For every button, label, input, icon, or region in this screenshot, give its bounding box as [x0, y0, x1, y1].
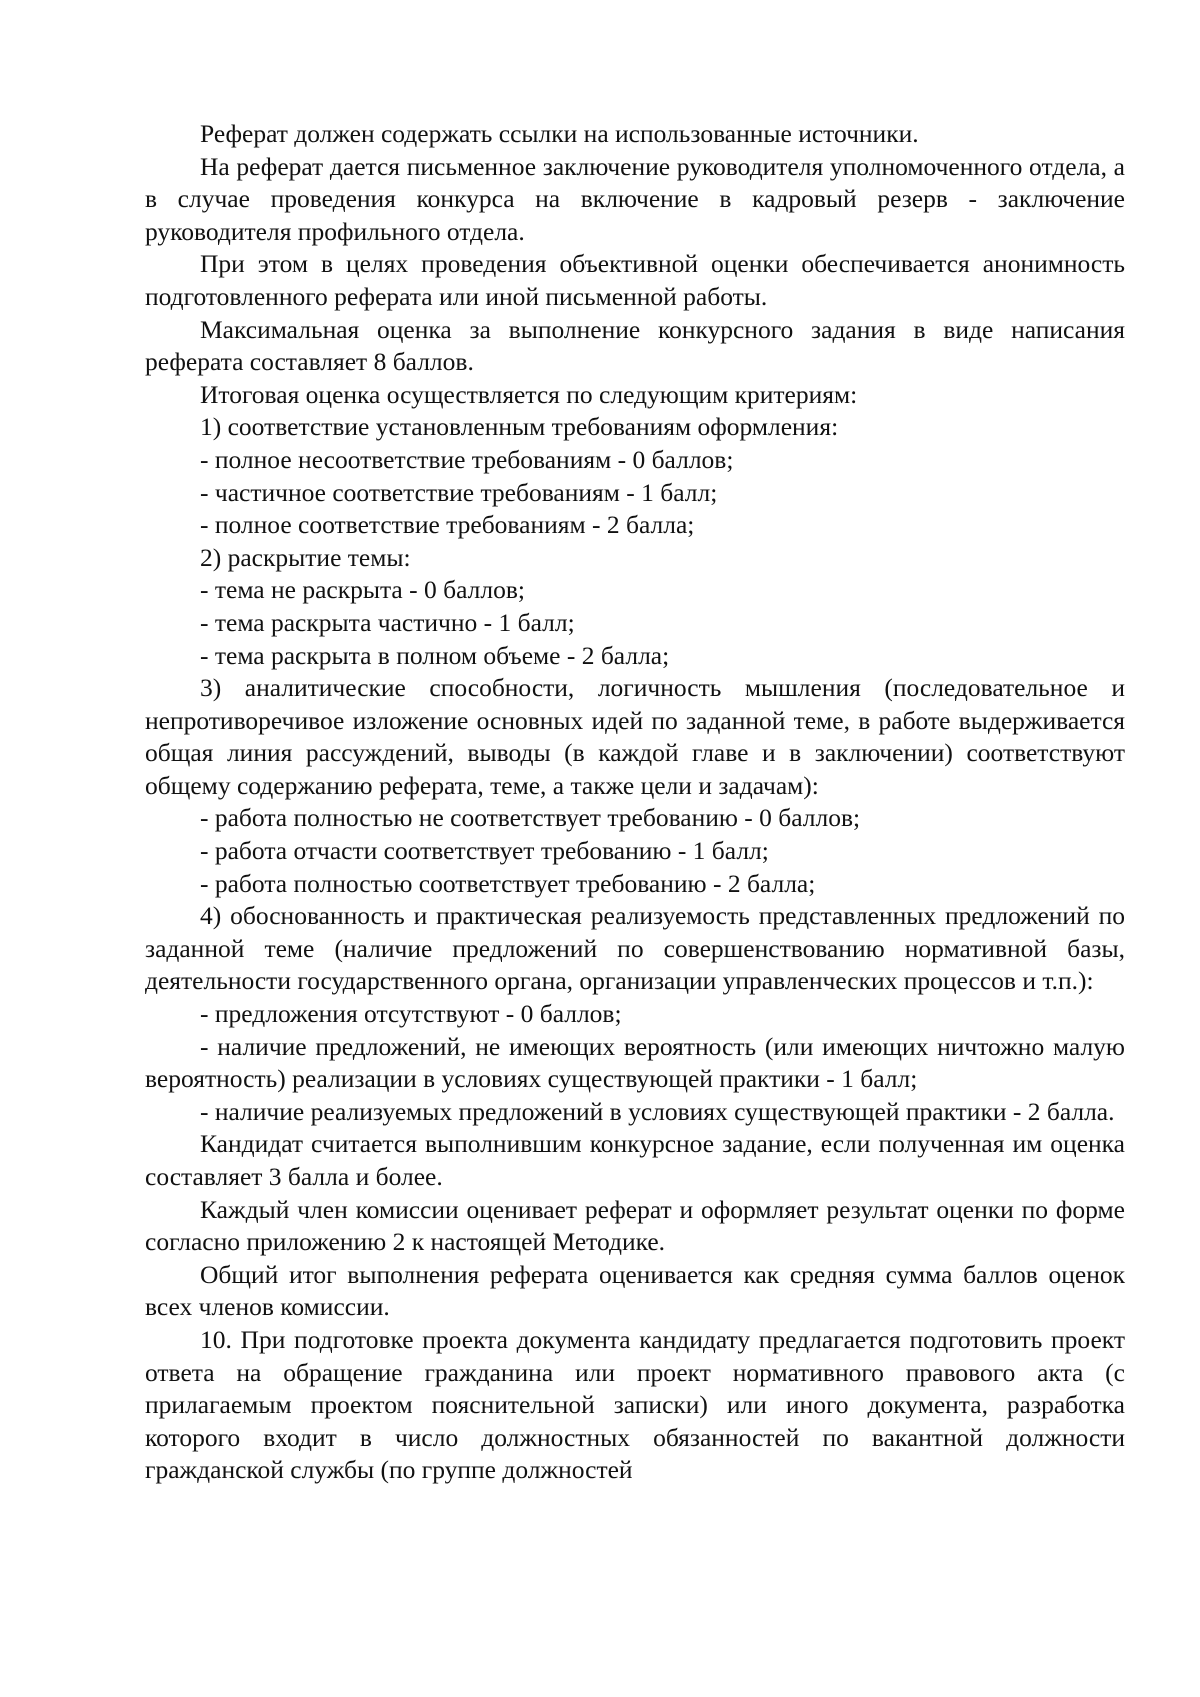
paragraph-conclusion: На реферат дается письменное заключение руководителя уполномоченного отдела, а в случае проведения конкурса на включение в кадровый резерв - заключение руководителя профильного отдела. [145, 151, 1125, 246]
paragraph-member-evaluation: Каждый член комиссии оценивает реферат и оформляет результат оценки по форме согласно приложению 2 к настоящей Методике. [145, 1194, 1125, 1257]
criterion-4-heading: 4) обоснованность и практическая реализуемость представленных предложений по заданной теме (наличие предложений по совершенствованию нормативной базы, деятельности государственного органа, организации управленческих процессов и т.п.): [145, 901, 1125, 996]
criterion-2-item: - тема раскрыта в полном объеме - 2 балла; [200, 640, 670, 670]
criterion-2-item: - тема не раскрыта - 0 баллов; [200, 575, 525, 605]
criterion-1-item: - полное несоответствие требованиям - 0 баллов; [200, 444, 734, 474]
criterion-3-item: - работа отчасти соответствует требованию - 1 балл; [200, 836, 769, 866]
criterion-1-heading: 1) соответствие установленным требованиям оформления: [200, 412, 839, 442]
criterion-1-item: - полное соответствие требованиям - 2 балла; [200, 510, 695, 540]
paragraph-section-10: 10. При подготовке проекта документа кандидату предлагается подготовить проект ответа на обращение гражданина или проект нормативного правового акта (с прилагаемым проектом пояснительной записки) или иного документа, разработка которого входит в число должностных обязанностей по вакантной должности гражданской службы (по группе должностей [145, 1324, 1125, 1485]
criterion-3-item: - работа полностью не соответствует требованию - 0 баллов; [200, 803, 861, 833]
paragraph-sources: Реферат должен содержать ссылки на использованные источники. [200, 119, 919, 148]
paragraph-criteria-intro: Итоговая оценка осуществляется по следующим критериям: [200, 379, 858, 409]
paragraph-anonymity: При этом в целях проведения объективной оценки обеспечивается анонимность подготовленного реферата или иной письменной работы. [145, 249, 1125, 311]
criterion-4-item: - предложения отсутствуют - 0 баллов; [200, 999, 622, 1029]
criterion-1-item: - частичное соответствие требованиям - 1 балл; [200, 477, 718, 507]
criterion-4-item: - наличие реализуемых предложений в условиях существующей практики - 2 балла. [200, 1096, 1115, 1126]
criterion-4-item: - наличие предложений, не имеющих вероятность (или имеющих ничтожно малую вероятность) реализации в условиях существующей практики - 1 балл; [145, 1031, 1125, 1094]
paragraph-max-score: Максимальная оценка за выполнение конкурсного задания в виде написания реферата составляет 8 баллов. [145, 314, 1125, 377]
paragraph-pass-threshold: Кандидат считается выполнившим конкурсное задание, если полученная им оценка составляет 3 балла и более. [145, 1129, 1125, 1191]
criterion-3-heading: 3) аналитические способности, логичность мышления (последовательное и непротиворечивое изложение основных идей по заданной теме, в работе выдерживается общая линия рассуждений, выводы (в каждой главе и в заключении) соответствуют общему содержанию реферата, теме, а также цели и задачам): [145, 673, 1125, 800]
document-body [145, 118, 1125, 1487]
criterion-2-heading: 2) раскрытие темы: [200, 542, 411, 572]
criterion-2-item: - тема раскрыта частично - 1 балл; [200, 607, 575, 637]
paragraph-total-score: Общий итог выполнения реферата оценивается как средняя сумма баллов оценок всех членов комиссии. [145, 1259, 1125, 1322]
criterion-3-item: - работа полностью соответствует требованию - 2 балла; [200, 868, 816, 898]
